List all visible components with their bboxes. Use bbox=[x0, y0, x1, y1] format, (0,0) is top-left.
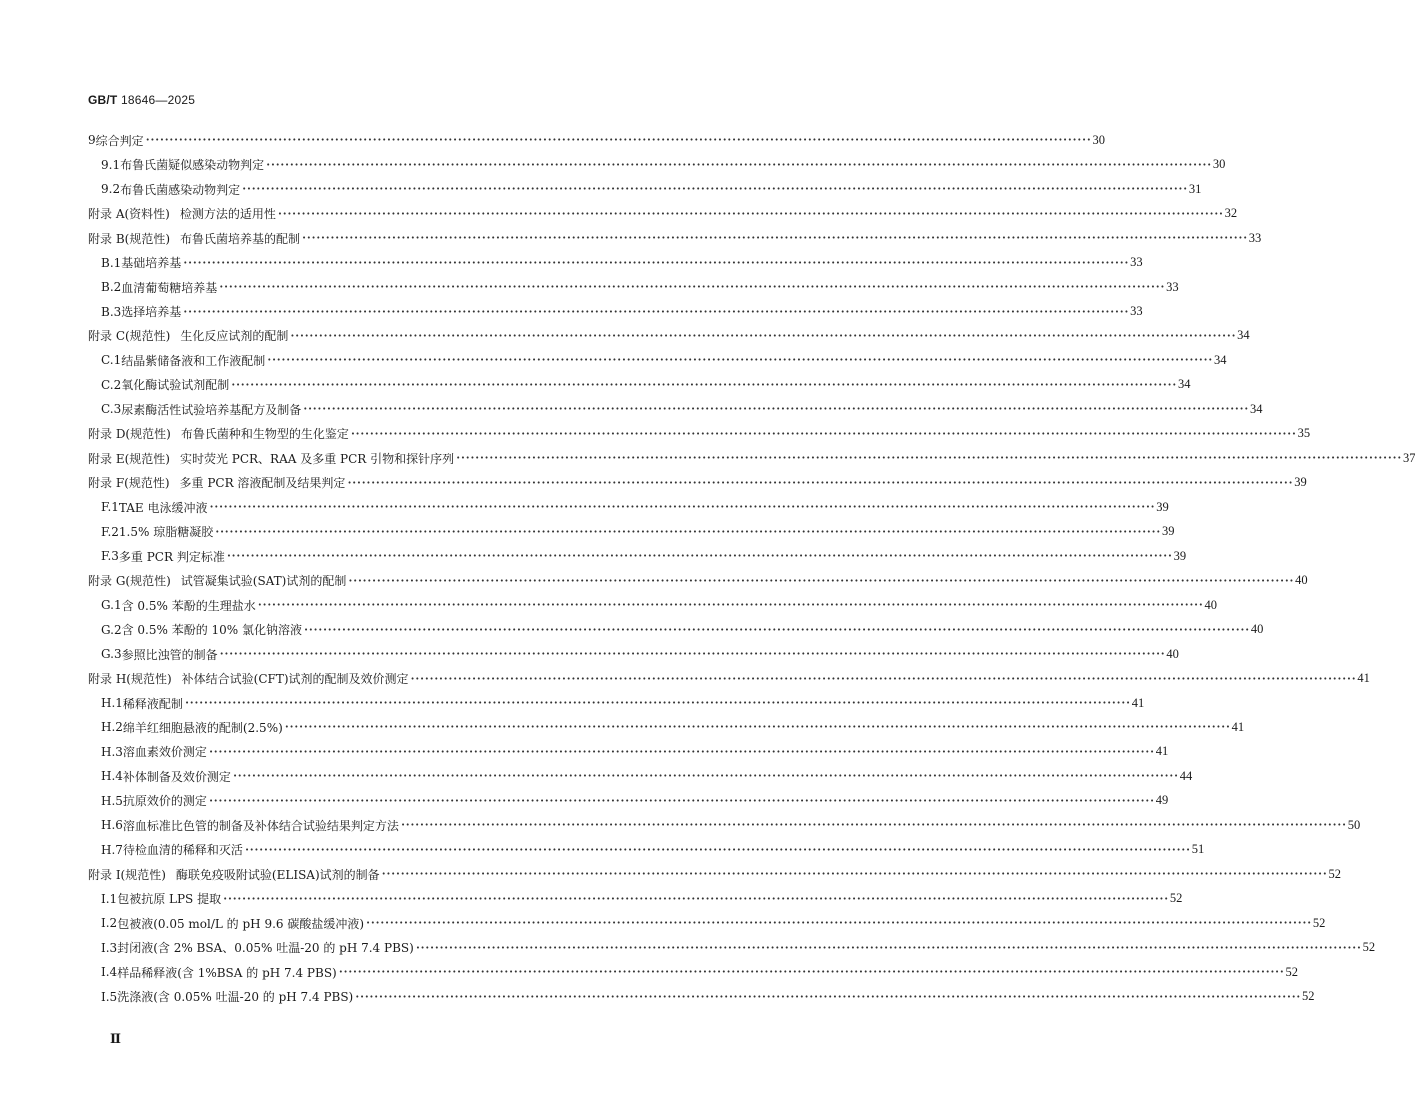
toc-entry-title: 氧化酶试验试剂配制 bbox=[121, 378, 230, 393]
page-number: Ⅱ bbox=[110, 1031, 121, 1046]
toc-entry[interactable] bbox=[88, 935, 1376, 959]
toc-entry[interactable] bbox=[88, 152, 1226, 176]
toc-entry-page: 41 bbox=[1231, 719, 1245, 734]
toc-entry-title: 含 0.5% 苯酚的 10% 氯化钠溶液 bbox=[121, 623, 303, 638]
toc-dot-leader: •••••••••••••••••••••••••••••••••••••••••••••••••••••••••••••••••••••••••••••••••••••••••••••••••••••••••••••••••••••••••••••••••••••••••••••••••••••••••••••••••••••••••••••••••••••••••••••••••••••••• bbox=[267, 356, 1213, 365]
toc-dot-leader: •••••••••••••••••••••••••••••••••••••••••••••••••••••••••••••••••••••••••••••••••••••••••••••••••••••••••••••••••••••••••••••••••••••••••••••••••••••••••••••••••••••••••••••••••••••••••••••••••••••••• bbox=[223, 894, 1169, 903]
toc-entry[interactable] bbox=[88, 201, 1238, 225]
toc-dot-leader: •••••••••••••••••••••••••••••••••••••••••••••••••••••••••••••••••••••••••••••••••••••••••••••••••••••••••••••••••••••••••••••••••••••••••••••••••••••••••••••••••••••••••••••••••••••••••••••••••••••••• bbox=[456, 454, 1402, 463]
toc-entry-number: 9.2 bbox=[101, 182, 121, 197]
toc-dot-leader: •••••••••••••••••••••••••••••••••••••••••••••••••••••••••••••••••••••••••••••••••••••••••••••••••••••••••••••••••••••••••••••••••••••••••••••••••••••••••••••••••••••••••••••••••••••••••••••••••••••••• bbox=[257, 601, 1204, 610]
toc-dot-leader: •••••••••••••••••••••••••••••••••••••••••••••••••••••••••••••••••••••••••••••••••••••••••••••••••••••••••••••••••••••••••••••••••••••••••••••••••••••••••••••••••••••••••••••••••••••••••••••••••••••••• bbox=[415, 943, 1362, 952]
toc-dot-leader: •••••••••••••••••••••••••••••••••••••••••••••••••••••••••••••••••••••••••••••••••••••••••••••••••••••••••••••••••••••••••••••••••••••••••••••••••••••••••••••••••••••••••••••••••••••••••••••••••••••••• bbox=[277, 209, 1224, 218]
toc-entry-title: 布鲁氏菌感染动物判定 bbox=[120, 182, 241, 197]
toc-entry-page: 33 bbox=[1130, 255, 1143, 270]
toc-entry-number: 附录 H(规范性) bbox=[88, 672, 172, 687]
toc-entry-page: 33 bbox=[1130, 304, 1143, 319]
toc-dot-leader: •••••••••••••••••••••••••••••••••••••••••••••••••••••••••••••••••••••••••••••••••••••••••••••••••••••••••••••••••••••••••••••••••••••••••••••••••••••••••••••••••••••••••••••••••••••••••••••••••••••••• bbox=[284, 723, 1231, 732]
toc-entry-number: H.7 bbox=[101, 842, 123, 857]
toc-dot-leader: •••••••••••••••••••••••••••••••••••••••••••••••••••••••••••••••••••••••••••••••••••••••••••••••••••••••••••••••••••••••••••••••••••••••••••••••••••••••••••••••••••••••••••••••••••••••••••••••••••••••• bbox=[145, 136, 1092, 145]
toc-entry-number: H.1 bbox=[101, 696, 123, 711]
toc-entry-page: 49 bbox=[1155, 793, 1169, 808]
table-of-contents bbox=[88, 128, 1415, 1009]
toc-entry[interactable] bbox=[88, 177, 1202, 201]
toc-entry-title: 试管凝集试验(SAT)试剂的配制 bbox=[180, 574, 347, 589]
toc-entry-page: 31 bbox=[1188, 181, 1202, 196]
toc-entry-number: 附录 D(规范性) bbox=[88, 427, 171, 442]
toc-dot-leader: •••••••••••••••••••••••••••••••••••••••••••••••••••••••••••••••••••••••••••••••••••••••••••••••••••••••••••••••••••••••••••••••••••••••••••••••••••••••••••••••••••••••••••••••••••••••••••••••••••••••• bbox=[226, 552, 1173, 561]
toc-entry[interactable] bbox=[88, 960, 1299, 984]
toc-entry-title: 溶血标准比色管的制备及补体结合试验结果判定方法 bbox=[122, 818, 399, 833]
toc-dot-leader: •••••••••••••••••••••••••••••••••••••••••••••••••••••••••••••••••••••••••••••••••••••••••••••••••••••••••••••••••••••••••••••••••••••••••••••••••••••••••••••••••••••••••••••••••••••••••••••••••••••••• bbox=[184, 699, 1131, 708]
toc-entry[interactable] bbox=[88, 299, 1143, 323]
toc-dot-leader: •••••••••••••••••••••••••••••••••••••••••••••••••••••••••••••••••••••••••••••••••••••••••••••••••••••••••••••••••••••••••••••••••••••••••••••••••••••••••••••••••••••••••••••••••••••••••••••••••••••••• bbox=[347, 478, 1294, 487]
toc-entry-page: 39 bbox=[1156, 499, 1169, 514]
toc-entry-number: G.2 bbox=[101, 622, 122, 637]
toc-entry-page: 51 bbox=[1191, 842, 1205, 857]
toc-entry-number: 附录 C(规范性) bbox=[88, 329, 171, 344]
toc-entry-number: 附录 G(规范性) bbox=[88, 574, 171, 589]
toc-entry[interactable] bbox=[88, 446, 1415, 470]
toc-entry-number: F.1 bbox=[101, 500, 119, 515]
toc-entry-page: 41 bbox=[1155, 744, 1169, 759]
toc-entry[interactable] bbox=[88, 862, 1341, 886]
toc-entry-title: 洗涤液(含 0.05% 吐温-20 的 pH 7.4 PBS) bbox=[117, 990, 354, 1005]
toc-entry-page: 30 bbox=[1092, 132, 1105, 147]
toc-entry-page: 33 bbox=[1248, 230, 1262, 245]
toc-entry[interactable] bbox=[88, 642, 1179, 666]
toc-entry-page: 52 bbox=[1302, 989, 1315, 1004]
toc-entry-number: 9 bbox=[88, 133, 96, 148]
toc-entry-number: 附录 E(规范性) bbox=[88, 451, 170, 466]
toc-dot-leader: •••••••••••••••••••••••••••••••••••••••••••••••••••••••••••••••••••••••••••••••••••••••••••••••••••••••••••••••••••••••••••••••••••••••••••••••••••••••••••••••••••••••••••••••••••••••••••••••••••••••• bbox=[219, 283, 1166, 292]
toc-entry-number: B.2 bbox=[101, 280, 122, 295]
toc-entry-number: I.5 bbox=[101, 989, 118, 1004]
toc-entry-title: 待检血清的稀释和灭活 bbox=[122, 843, 243, 858]
toc-entry-number: I.1 bbox=[101, 891, 118, 906]
toc-dot-leader: •••••••••••••••••••••••••••••••••••••••••••••••••••••••••••••••••••••••••••••••••••••••••••••••••••••••••••••••••••••••••••••••••••••••••••••••••••••••••••••••••••••••••••••••••••••••••••••••••••••••• bbox=[209, 503, 1156, 512]
toc-entry-number: B.1 bbox=[101, 255, 122, 270]
toc-entry[interactable] bbox=[88, 495, 1169, 519]
toc-entry-number: F.2 bbox=[101, 524, 119, 539]
toc-entry-title: 检测方法的适用性 bbox=[179, 207, 276, 222]
toc-entry[interactable] bbox=[88, 813, 1361, 837]
toc-entry-page: 30 bbox=[1212, 157, 1226, 172]
toc-entry-title: 1.5% 琼脂糖凝胶 bbox=[118, 525, 214, 540]
toc-entry[interactable] bbox=[88, 568, 1308, 592]
toc-entry-number: G.1 bbox=[101, 598, 122, 613]
toc-entry[interactable] bbox=[88, 593, 1218, 617]
standard-prefix: GB/T bbox=[88, 93, 118, 107]
toc-entry-number: C.1 bbox=[101, 353, 122, 368]
toc-entry-number: G.3 bbox=[101, 647, 122, 662]
toc-entry-number: C.2 bbox=[101, 377, 122, 392]
toc-entry-number: 附录 A(资料性) bbox=[88, 207, 170, 222]
toc-entry-number: 附录 B(规范性) bbox=[88, 231, 170, 246]
toc-dot-leader: •••••••••••••••••••••••••••••••••••••••••••••••••••••••••••••••••••••••••••••••••••••••••••••••••••••••••••••••••••••••••••••••••••••••••••••••••••••••••••••••••••••••••••••••••••••••••••••••••••••••• bbox=[242, 185, 1188, 194]
standard-number: 18646—2025 bbox=[121, 93, 196, 107]
toc-entry[interactable] bbox=[88, 250, 1143, 274]
toc-entry-page: 34 bbox=[1178, 377, 1191, 392]
toc-entry-title: 多重 PCR 溶液配制及结果判定 bbox=[179, 476, 346, 491]
toc-entry-number: H.4 bbox=[101, 769, 123, 784]
toc-entry-title: 布鲁氏菌疑似感染动物判定 bbox=[120, 158, 265, 173]
standard-code bbox=[88, 93, 195, 107]
toc-entry-page: 41 bbox=[1131, 695, 1145, 710]
toc-entry-number: I.3 bbox=[101, 940, 118, 955]
toc-entry-title: 选择培养基 bbox=[121, 305, 182, 320]
toc-dot-leader: •••••••••••••••••••••••••••••••••••••••••••••••••••••••••••••••••••••••••••••••••••••••••••••••••••••••••••••••••••••••••••••••••••••••••••••••••••••••••••••••••••••••••••••••••••••••••••••••••••••••• bbox=[231, 380, 1177, 389]
toc-entry[interactable] bbox=[88, 789, 1169, 813]
toc-entry-page: 34 bbox=[1214, 352, 1227, 367]
toc-entry-title: 布鲁氏菌种和生物型的生化鉴定 bbox=[180, 427, 349, 442]
toc-entry-page: 37 bbox=[1402, 450, 1415, 465]
toc-dot-leader: •••••••••••••••••••••••••••••••••••••••••••••••••••••••••••••••••••••••••••••••••••••••••••••••••••••••••••••••••••••••••••••••••••••••••••••••••••••••••••••••••••••••••••••••••••••••••••••••••••••••• bbox=[338, 968, 1285, 977]
toc-entry[interactable] bbox=[88, 471, 1307, 495]
toc-dot-leader: •••••••••••••••••••••••••••••••••••••••••••••••••••••••••••••••••••••••••••••••••••••••••••••••••••••••••••••••••••••••••••••••••••••••••••••••••••••••••••••••••••••••••••••••••••••••••••••••••••••••• bbox=[400, 821, 1347, 830]
toc-dot-leader: •••••••••••••••••••••••••••••••••••••••••••••••••••••••••••••••••••••••••••••••••••••••••••••••••••••••••••••••••••••••••••••••••••••••••••••••••••••••••••••••••••••••••••••••••••••••••••••••••••••••• bbox=[366, 919, 1312, 928]
toc-entry-page: 52 bbox=[1169, 891, 1183, 906]
toc-entry-title: 实时荧光 PCR、RAA 及多重 PCR 引物和探针序列 bbox=[179, 451, 455, 466]
toc-entry-title: 包被液(0.05 mol/L 的 pH 9.6 碳酸盐缓冲液) bbox=[117, 916, 365, 931]
toc-dot-leader: •••••••••••••••••••••••••••••••••••••••••••••••••••••••••••••••••••••••••••••••••••••••••••••••••••••••••••••••••••••••••••••••••••••••••••••••••••••••••••••••••••••••••••••••••••••••••••••••••••••••• bbox=[355, 992, 1302, 1001]
toc-dot-leader: •••••••••••••••••••••••••••••••••••••••••••••••••••••••••••••••••••••••••••••••••••••••••••••••••••••••••••••••••••••••••••••••••••••••••••••••••••••••••••••••••••••••••••••••••••••••••••••••••••••••• bbox=[302, 234, 1248, 243]
toc-entry-page: 40 bbox=[1250, 622, 1264, 637]
toc-entry[interactable] bbox=[88, 740, 1169, 764]
toc-entry-page: 34 bbox=[1237, 328, 1250, 343]
toc-entry-page: 52 bbox=[1285, 964, 1299, 979]
toc-entry-title: 结晶紫储备液和工作液配制 bbox=[121, 353, 266, 368]
toc-entry[interactable] bbox=[88, 397, 1263, 421]
toc-entry[interactable] bbox=[88, 887, 1183, 911]
toc-dot-leader: •••••••••••••••••••••••••••••••••••••••••••••••••••••••••••••••••••••••••••••••••••••••••••••••••••••••••••••••••••••••••••••••••••••••••••••••••••••••••••••••••••••••••••••••••••••••••••••••••••••••• bbox=[215, 527, 1161, 536]
toc-entry-page: 32 bbox=[1224, 206, 1238, 221]
toc-entry[interactable] bbox=[88, 715, 1245, 739]
toc-entry[interactable] bbox=[88, 348, 1227, 372]
toc-entry-title: 基础培养基 bbox=[121, 256, 182, 271]
toc-entry-title: 抗原效价的测定 bbox=[122, 794, 207, 809]
toc-entry-page: 52 bbox=[1312, 915, 1326, 930]
toc-entry-page: 34 bbox=[1250, 401, 1263, 416]
toc-entry[interactable] bbox=[88, 911, 1326, 935]
toc-dot-leader: •••••••••••••••••••••••••••••••••••••••••••••••••••••••••••••••••••••••••••••••••••••••••••••••••••••••••••••••••••••••••••••••••••••••••••••••••••••••••••••••••••••••••••••••••••••••••••••••••••••••• bbox=[208, 796, 1155, 805]
toc-entry-page: 52 bbox=[1362, 940, 1376, 955]
toc-entry[interactable] bbox=[88, 324, 1250, 348]
toc-entry-page: 39 bbox=[1173, 548, 1187, 563]
toc-dot-leader: •••••••••••••••••••••••••••••••••••••••••••••••••••••••••••••••••••••••••••••••••••••••••••••••••••••••••••••••••••••••••••••••••••••••••••••••••••••••••••••••••••••••••••••••••••••••••••••••••••••••• bbox=[410, 674, 1357, 683]
toc-entry-number: H.2 bbox=[101, 720, 123, 735]
toc-entry[interactable] bbox=[88, 275, 1179, 299]
toc-dot-leader: •••••••••••••••••••••••••••••••••••••••••••••••••••••••••••••••••••••••••••••••••••••••••••••••••••••••••••••••••••••••••••••••••••••••••••••••••••••••••••••••••••••••••••••••••••••••••••••••••••••••• bbox=[219, 650, 1166, 659]
toc-entry-page: 35 bbox=[1297, 426, 1311, 441]
toc-entry[interactable] bbox=[88, 984, 1315, 1008]
toc-entry-title: 综合判定 bbox=[95, 133, 144, 148]
toc-dot-leader: •••••••••••••••••••••••••••••••••••••••••••••••••••••••••••••••••••••••••••••••••••••••••••••••••••••••••••••••••••••••••••••••••••••••••••••••••••••••••••••••••••••••••••••••••••••••••••••••••••••••• bbox=[183, 258, 1130, 267]
toc-dot-leader: •••••••••••••••••••••••••••••••••••••••••••••••••••••••••••••••••••••••••••••••••••••••••••••••••••••••••••••••••••••••••••••••••••••••••••••••••••••••••••••••••••••••••••••••••••••••••••••••••••••••• bbox=[350, 429, 1297, 438]
toc-entry-title: 生化反应试剂的配制 bbox=[180, 329, 289, 344]
toc-entry-title: TAE 电泳缓冲液 bbox=[118, 500, 208, 515]
toc-dot-leader: •••••••••••••••••••••••••••••••••••••••••••••••••••••••••••••••••••••••••••••••••••••••••••••••••••••••••••••••••••••••••••••••••••••••••••••••••••••••••••••••••••••••••••••••••••••••••••••••••••••••• bbox=[183, 307, 1130, 316]
toc-entry[interactable] bbox=[88, 666, 1370, 690]
toc-dot-leader: •••••••••••••••••••••••••••••••••••••••••••••••••••••••••••••••••••••••••••••••••••••••••••••••••••••••••••••••••••••••••••••••••••••••••••••••••••••••••••••••••••••••••••••••••••••••••••••••••••••••• bbox=[290, 331, 1237, 340]
toc-dot-leader: •••••••••••••••••••••••••••••••••••••••••••••••••••••••••••••••••••••••••••••••••••••••••••••••••••••••••••••••••••••••••••••••••••••••••••••••••••••••••••••••••••••••••••••••••••••••••••••••••••••••• bbox=[208, 747, 1155, 756]
toc-entry-number: 附录 F(规范性) bbox=[88, 476, 170, 491]
toc-entry-title: 参照比浊管的制备 bbox=[121, 647, 218, 662]
toc-entry-title: 尿素酶活性试验培养基配方及制备 bbox=[121, 402, 302, 417]
toc-entry[interactable] bbox=[88, 617, 1264, 641]
toc-entry[interactable] bbox=[88, 764, 1193, 788]
toc-entry-title: 血清葡萄糖培养基 bbox=[121, 280, 218, 295]
toc-entry[interactable] bbox=[88, 422, 1311, 446]
toc-entry-number: C.3 bbox=[101, 402, 122, 417]
toc-entry-title: 绵羊红细胞悬液的配制(2.5%) bbox=[122, 720, 283, 735]
toc-dot-leader: •••••••••••••••••••••••••••••••••••••••••••••••••••••••••••••••••••••••••••••••••••••••••••••••••••••••••••••••••••••••••••••••••••••••••••••••••••••••••••••••••••••••••••••••••••••••••••••••••••••••• bbox=[266, 160, 1212, 169]
toc-entry-page: 52 bbox=[1328, 866, 1341, 881]
toc-entry[interactable] bbox=[88, 226, 1262, 250]
toc-entry-number: H.6 bbox=[101, 818, 123, 833]
toc-entry-number: F.3 bbox=[101, 549, 119, 564]
toc-entry-number: I.4 bbox=[101, 965, 118, 980]
toc-dot-leader: •••••••••••••••••••••••••••••••••••••••••••••••••••••••••••••••••••••••••••••••••••••••••••••••••••••••••••••••••••••••••••••••••••••••••••••••••••••••••••••••••••••••••••••••••••••••••••••••••••••••• bbox=[304, 625, 1250, 634]
toc-entry-number: H.3 bbox=[101, 744, 123, 759]
toc-entry[interactable] bbox=[88, 838, 1205, 862]
toc-entry-number: B.3 bbox=[101, 304, 122, 319]
toc-entry-title: 溶血素效价测定 bbox=[122, 745, 207, 760]
toc-entry-number: 附录 I(规范性) bbox=[88, 867, 166, 882]
toc-entry-page: 40 bbox=[1166, 646, 1179, 661]
toc-entry-number: 9.1 bbox=[101, 157, 121, 172]
toc-entry-number: I.2 bbox=[101, 916, 118, 931]
toc-entry[interactable] bbox=[88, 544, 1187, 568]
toc-entry-title: 补体结合试验(CFT)试剂的配制及效价测定 bbox=[181, 672, 409, 687]
toc-entry[interactable] bbox=[88, 520, 1175, 544]
toc-dot-leader: •••••••••••••••••••••••••••••••••••••••••••••••••••••••••••••••••••••••••••••••••••••••••••••••••••••••••••••••••••••••••••••••••••••••••••••••••••••••••••••••••••••••••••••••••••••••••••••••••••••••• bbox=[381, 870, 1328, 879]
toc-entry-title: 包被抗原 LPS 提取 bbox=[117, 892, 222, 907]
toc-entry-title: 酶联免疫吸附试验(ELISA)试剂的制备 bbox=[175, 867, 380, 882]
toc-entry-title: 布鲁氏菌培养基的配制 bbox=[180, 231, 301, 246]
toc-entry-title: 封闭液(含 2% BSA、0.05% 吐温-20 的 pH 7.4 PBS) bbox=[117, 941, 414, 956]
toc-entry-title: 含 0.5% 苯酚的生理盐水 bbox=[121, 598, 256, 613]
toc-dot-leader: •••••••••••••••••••••••••••••••••••••••••••••••••••••••••••••••••••••••••••••••••••••••••••••••••••••••••••••••••••••••••••••••••••••••••••••••••••••••••••••••••••••••••••••••••••••••••••••••••••••••• bbox=[232, 772, 1179, 781]
toc-entry-page: 40 bbox=[1204, 597, 1218, 612]
toc-entry-page: 39 bbox=[1294, 475, 1307, 490]
toc-dot-leader: •••••••••••••••••••••••••••••••••••••••••••••••••••••••••••••••••••••••••••••••••••••••••••••••••••••••••••••••••••••••••••••••••••••••••••••••••••••••••••••••••••••••••••••••••••••••••••••••••••••••• bbox=[303, 405, 1249, 414]
toc-entry-page: 33 bbox=[1166, 279, 1179, 294]
toc-entry-number: H.5 bbox=[101, 793, 123, 808]
toc-entry-page: 40 bbox=[1295, 573, 1308, 588]
toc-dot-leader: •••••••••••••••••••••••••••••••••••••••••••••••••••••••••••••••••••••••••••••••••••••••••••••••••••••••••••••••••••••••••••••••••••••••••••••••••••••••••••••••••••••••••••••••••••••••••••••••••••••••• bbox=[244, 845, 1191, 854]
toc-entry-title: 稀释液配制 bbox=[122, 696, 183, 711]
toc-entry[interactable] bbox=[88, 128, 1105, 152]
toc-entry-page: 44 bbox=[1179, 768, 1193, 783]
toc-dot-leader: •••••••••••••••••••••••••••••••••••••••••••••••••••••••••••••••••••••••••••••••••••••••••••••••••••••••••••••••••••••••••••••••••••••••••••••••••••••••••••••••••••••••••••••••••••••••••••••••••••••••• bbox=[348, 576, 1295, 585]
toc-entry-title: 样品稀释液(含 1%BSA 的 pH 7.4 PBS) bbox=[117, 965, 337, 980]
toc-entry-page: 50 bbox=[1347, 817, 1361, 832]
toc-entry-title: 多重 PCR 判定标准 bbox=[118, 549, 225, 564]
toc-entry[interactable] bbox=[88, 373, 1191, 397]
toc-entry-page: 41 bbox=[1357, 671, 1370, 686]
toc-entry[interactable] bbox=[88, 691, 1145, 715]
toc-entry-page: 39 bbox=[1162, 524, 1175, 539]
toc-entry-title: 补体制备及效价测定 bbox=[122, 769, 231, 784]
